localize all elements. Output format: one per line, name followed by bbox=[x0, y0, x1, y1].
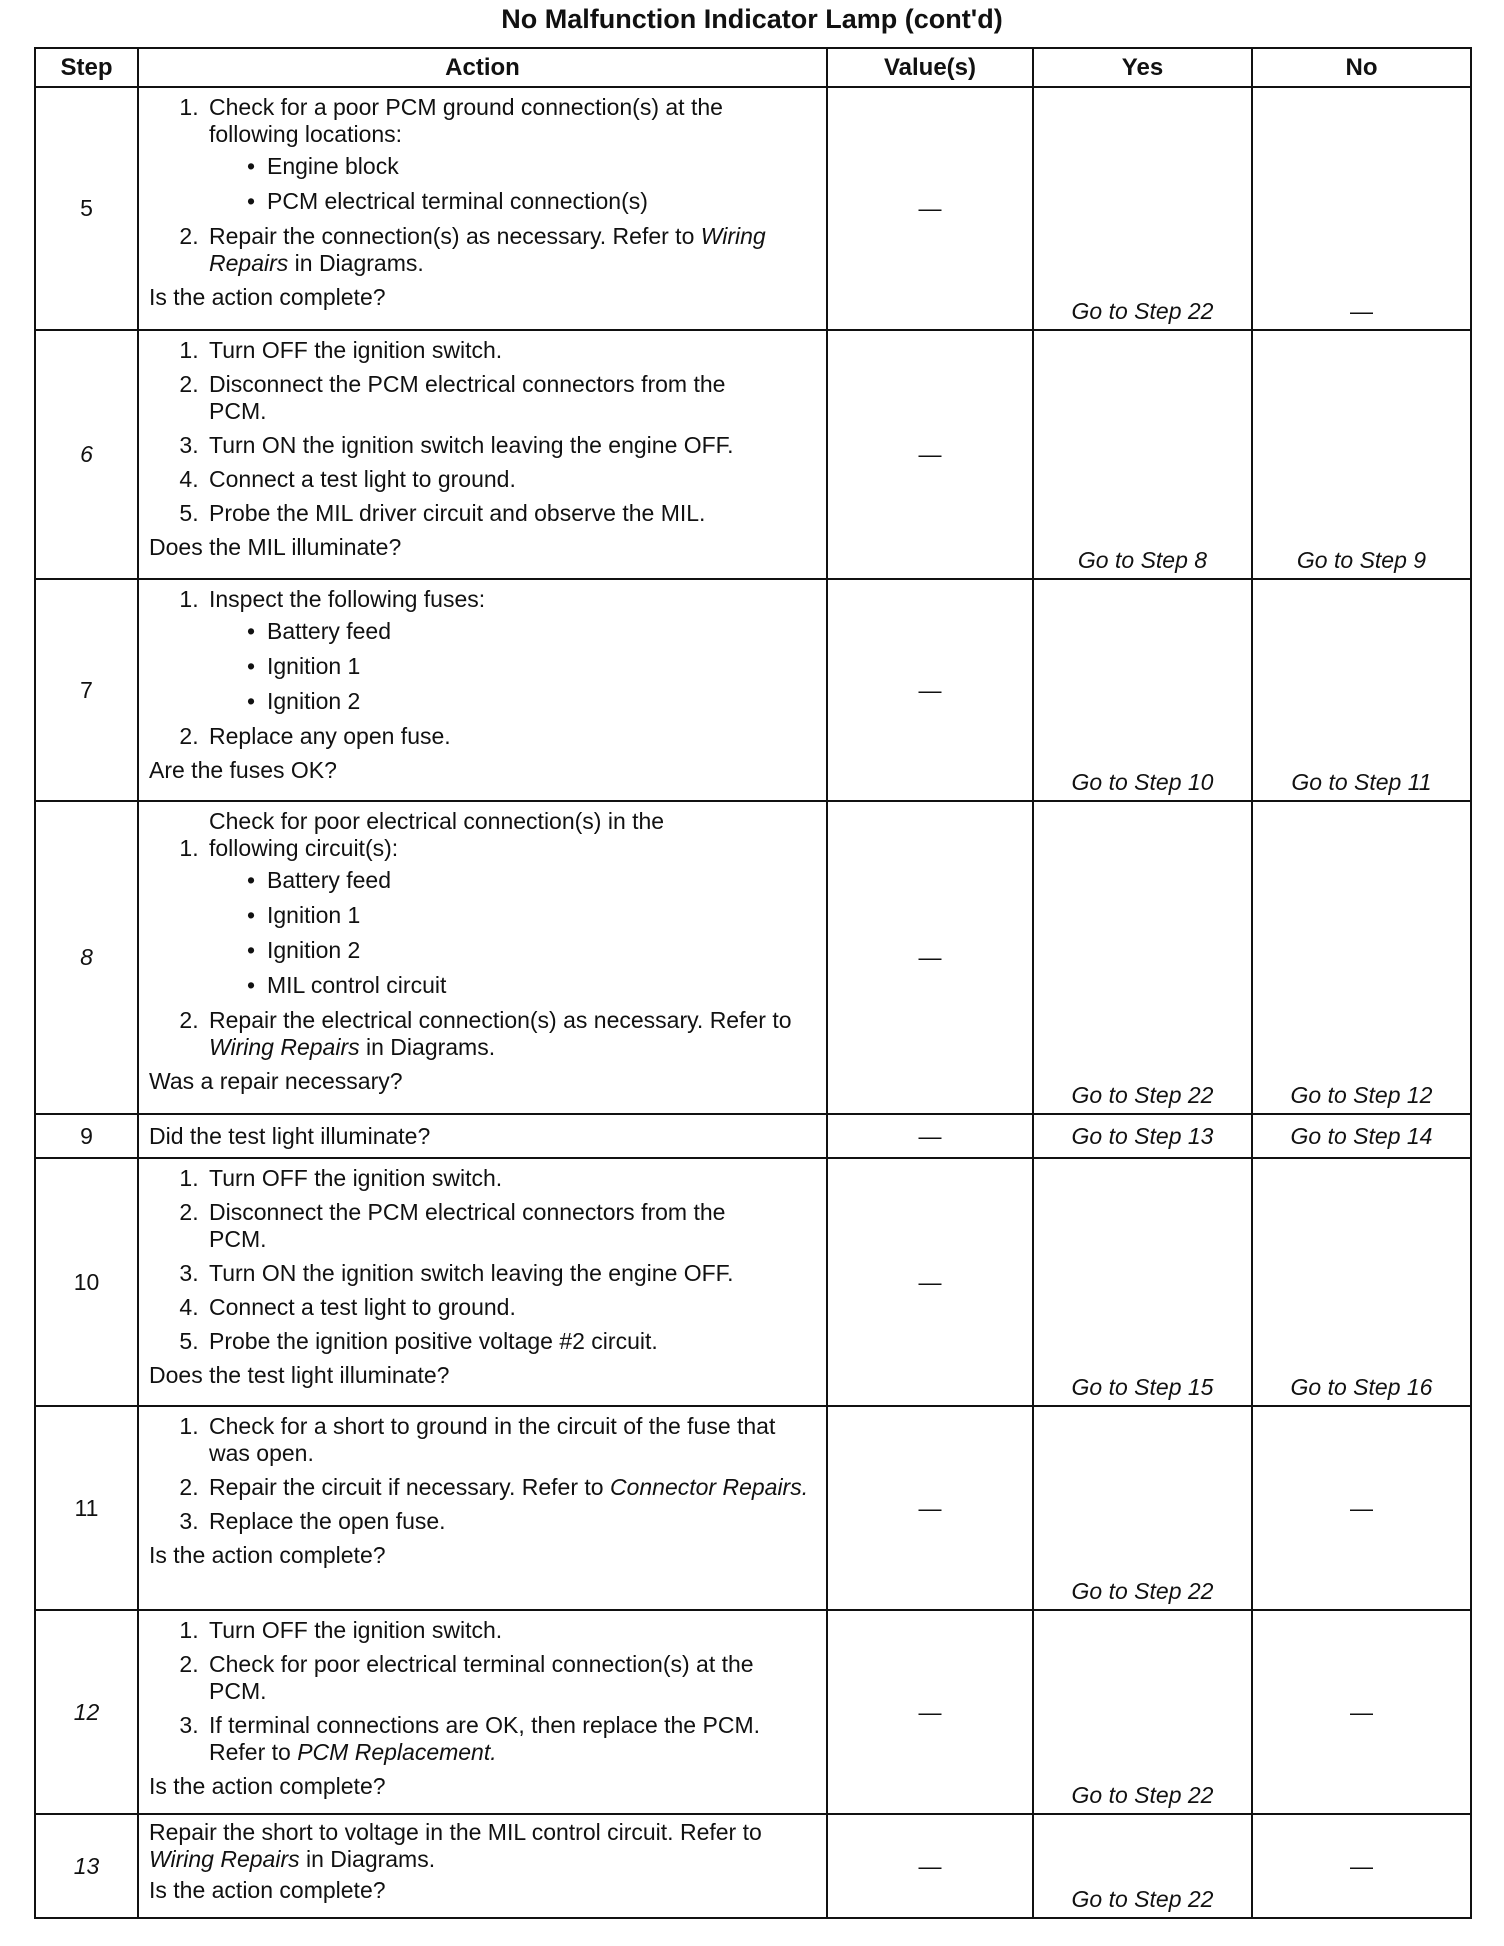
action-item: 3. If terminal connections are OK, then replace the PCM. Refer to PCM Replacement. bbox=[205, 1712, 818, 1766]
action-item: 1. Turn OFF the ignition switch. bbox=[205, 337, 818, 364]
action-cell bbox=[138, 1406, 827, 1610]
header-action: Action bbox=[138, 48, 827, 87]
question: Did the test light illuminate? bbox=[149, 1122, 431, 1149]
action-item: 4. Connect a test light to ground. bbox=[205, 466, 818, 493]
table-row bbox=[35, 1406, 1471, 1610]
step-number: 11 bbox=[35, 1406, 138, 1610]
diagnostic-table bbox=[34, 47, 1472, 1919]
value-cell: — bbox=[827, 1158, 1033, 1406]
action-text: Repair the short to voltage in the MIL control circuit. Refer to Wiring Repairs in Diagrams. bbox=[149, 1819, 762, 1872]
step-number: 12 bbox=[35, 1610, 138, 1814]
value-cell: — bbox=[827, 1406, 1033, 1610]
action-item: 1. Check for a poor PCM ground connection(s) at the following locations: • Engine block • PCM electrical terminal connection(s) bbox=[205, 94, 818, 215]
action-cell bbox=[138, 330, 827, 579]
no-cell: — bbox=[1252, 1406, 1471, 1610]
bullet-item: • Ignition 2 bbox=[239, 937, 818, 964]
step-number: 8 bbox=[35, 801, 138, 1114]
action-item: 1. Check for poor electrical connection(s) in the following circuit(s): • Battery feed • Ignition 1 • Ignition 2 • MIL control circuit bbox=[205, 808, 818, 999]
table-row bbox=[35, 1814, 1471, 1918]
value-cell: — bbox=[827, 330, 1033, 579]
header-no: No bbox=[1252, 48, 1471, 87]
reference-link: Connector Repairs. bbox=[609, 1474, 809, 1500]
action-cell bbox=[138, 1114, 827, 1158]
reference-link: Wiring Repairs bbox=[209, 1034, 360, 1060]
question: Is the action complete? bbox=[149, 1542, 386, 1568]
bullet-item: • Battery feed bbox=[239, 867, 818, 894]
reference-link: PCM Replacement. bbox=[297, 1739, 497, 1765]
header-yes: Yes bbox=[1033, 48, 1252, 87]
action-item: 1. Turn OFF the ignition switch. bbox=[205, 1617, 818, 1644]
table-row bbox=[35, 87, 1471, 330]
action-item: 2. Disconnect the PCM electrical connectors from the PCM. bbox=[205, 371, 818, 425]
yes-cell: Go to Step 22 bbox=[1033, 801, 1252, 1114]
no-cell: Go to Step 14 bbox=[1252, 1114, 1471, 1158]
action-item: 3. Turn ON the ignition switch leaving the engine OFF. bbox=[205, 432, 818, 459]
action-item: 2. Repair the circuit if necessary. Refer to Connector Repairs. bbox=[205, 1474, 818, 1501]
action-item: 2. Repair the electrical connection(s) as necessary. Refer to Wiring Repairs in Diagrams. bbox=[205, 1007, 818, 1061]
header-values: Value(s) bbox=[827, 48, 1033, 87]
step-number: 7 bbox=[35, 579, 138, 801]
no-cell: — bbox=[1252, 87, 1471, 330]
value-cell: — bbox=[827, 1610, 1033, 1814]
question: Is the action complete? bbox=[149, 284, 386, 310]
yes-cell: Go to Step 22 bbox=[1033, 1406, 1252, 1610]
yes-cell: Go to Step 22 bbox=[1033, 1814, 1252, 1918]
yes-cell: Go to Step 15 bbox=[1033, 1158, 1252, 1406]
value-cell: — bbox=[827, 87, 1033, 330]
question: Is the action complete? bbox=[149, 1877, 386, 1903]
question: Was a repair necessary? bbox=[149, 1068, 403, 1094]
no-cell: Go to Step 11 bbox=[1252, 579, 1471, 801]
action-item: 1. Turn OFF the ignition switch. bbox=[205, 1165, 818, 1192]
value-cell: — bbox=[827, 1114, 1033, 1158]
header-step: Step bbox=[35, 48, 138, 87]
page-title: No Malfunction Indicator Lamp (cont'd) bbox=[501, 4, 1003, 34]
action-item: 1. Inspect the following fuses: • Battery feed • Ignition 1 • Ignition 2 bbox=[205, 586, 818, 715]
action-item: 4. Connect a test light to ground. bbox=[205, 1294, 818, 1321]
question: Is the action complete? bbox=[149, 1773, 386, 1799]
table-row bbox=[35, 579, 1471, 801]
question: Does the MIL illuminate? bbox=[149, 534, 402, 560]
action-item: 5. Probe the ignition positive voltage #2 circuit. bbox=[205, 1328, 818, 1355]
table-row bbox=[35, 330, 1471, 579]
bullet-item: • MIL control circuit bbox=[239, 972, 818, 999]
action-item: 2. Replace any open fuse. bbox=[205, 723, 818, 750]
action-cell bbox=[138, 579, 827, 801]
value-cell: — bbox=[827, 801, 1033, 1114]
yes-cell: Go to Step 8 bbox=[1033, 330, 1252, 579]
step-number: 9 bbox=[35, 1114, 138, 1158]
action-cell bbox=[138, 1610, 827, 1814]
action-item: 2. Disconnect the PCM electrical connectors from the PCM. bbox=[205, 1199, 818, 1253]
question: Does the test light illuminate? bbox=[149, 1362, 450, 1388]
action-cell bbox=[138, 87, 827, 330]
action-item: 5. Probe the MIL driver circuit and observe the MIL. bbox=[205, 500, 818, 527]
action-cell bbox=[138, 1158, 827, 1406]
step-number: 13 bbox=[35, 1814, 138, 1918]
action-item: 1. Check for a short to ground in the circuit of the fuse that was open. bbox=[205, 1413, 818, 1467]
no-cell: Go to Step 9 bbox=[1252, 330, 1471, 579]
table-row bbox=[35, 801, 1471, 1114]
reference-link: Wiring Repairs bbox=[209, 223, 766, 276]
action-item: 2. Check for poor electrical terminal connection(s) at the PCM. bbox=[205, 1651, 818, 1705]
table-row bbox=[35, 1610, 1471, 1814]
value-cell: — bbox=[827, 579, 1033, 801]
table-row bbox=[35, 1114, 1471, 1158]
table-row bbox=[35, 1158, 1471, 1406]
action-cell bbox=[138, 1814, 827, 1918]
bullet-item: • Ignition 1 bbox=[239, 902, 818, 929]
no-cell: Go to Step 16 bbox=[1252, 1158, 1471, 1406]
action-cell bbox=[138, 801, 827, 1114]
no-cell: — bbox=[1252, 1610, 1471, 1814]
action-item: 3. Replace the open fuse. bbox=[205, 1508, 818, 1535]
no-cell: — bbox=[1252, 1814, 1471, 1918]
yes-cell: Go to Step 22 bbox=[1033, 1610, 1252, 1814]
bullet-item: • Ignition 2 bbox=[239, 688, 818, 715]
bullet-item: • PCM electrical terminal connection(s) bbox=[239, 188, 818, 215]
yes-cell: Go to Step 10 bbox=[1033, 579, 1252, 801]
yes-cell: Go to Step 13 bbox=[1033, 1114, 1252, 1158]
yes-cell: Go to Step 22 bbox=[1033, 87, 1252, 330]
header-row bbox=[35, 48, 1471, 87]
step-number: 10 bbox=[35, 1158, 138, 1406]
question: Are the fuses OK? bbox=[149, 757, 337, 783]
reference-link: Wiring Repairs bbox=[149, 1846, 300, 1872]
action-item: 2. Repair the connection(s) as necessary. Refer to Wiring Repairs in Diagrams. bbox=[205, 223, 818, 277]
no-cell: Go to Step 12 bbox=[1252, 801, 1471, 1114]
action-item: 3. Turn ON the ignition switch leaving the engine OFF. bbox=[205, 1260, 818, 1287]
value-cell: — bbox=[827, 1814, 1033, 1918]
bullet-item: • Ignition 1 bbox=[239, 653, 818, 680]
bullet-item: • Engine block bbox=[239, 153, 818, 180]
step-number: 5 bbox=[35, 87, 138, 330]
bullet-item: • Battery feed bbox=[239, 618, 818, 645]
step-number: 6 bbox=[35, 330, 138, 579]
